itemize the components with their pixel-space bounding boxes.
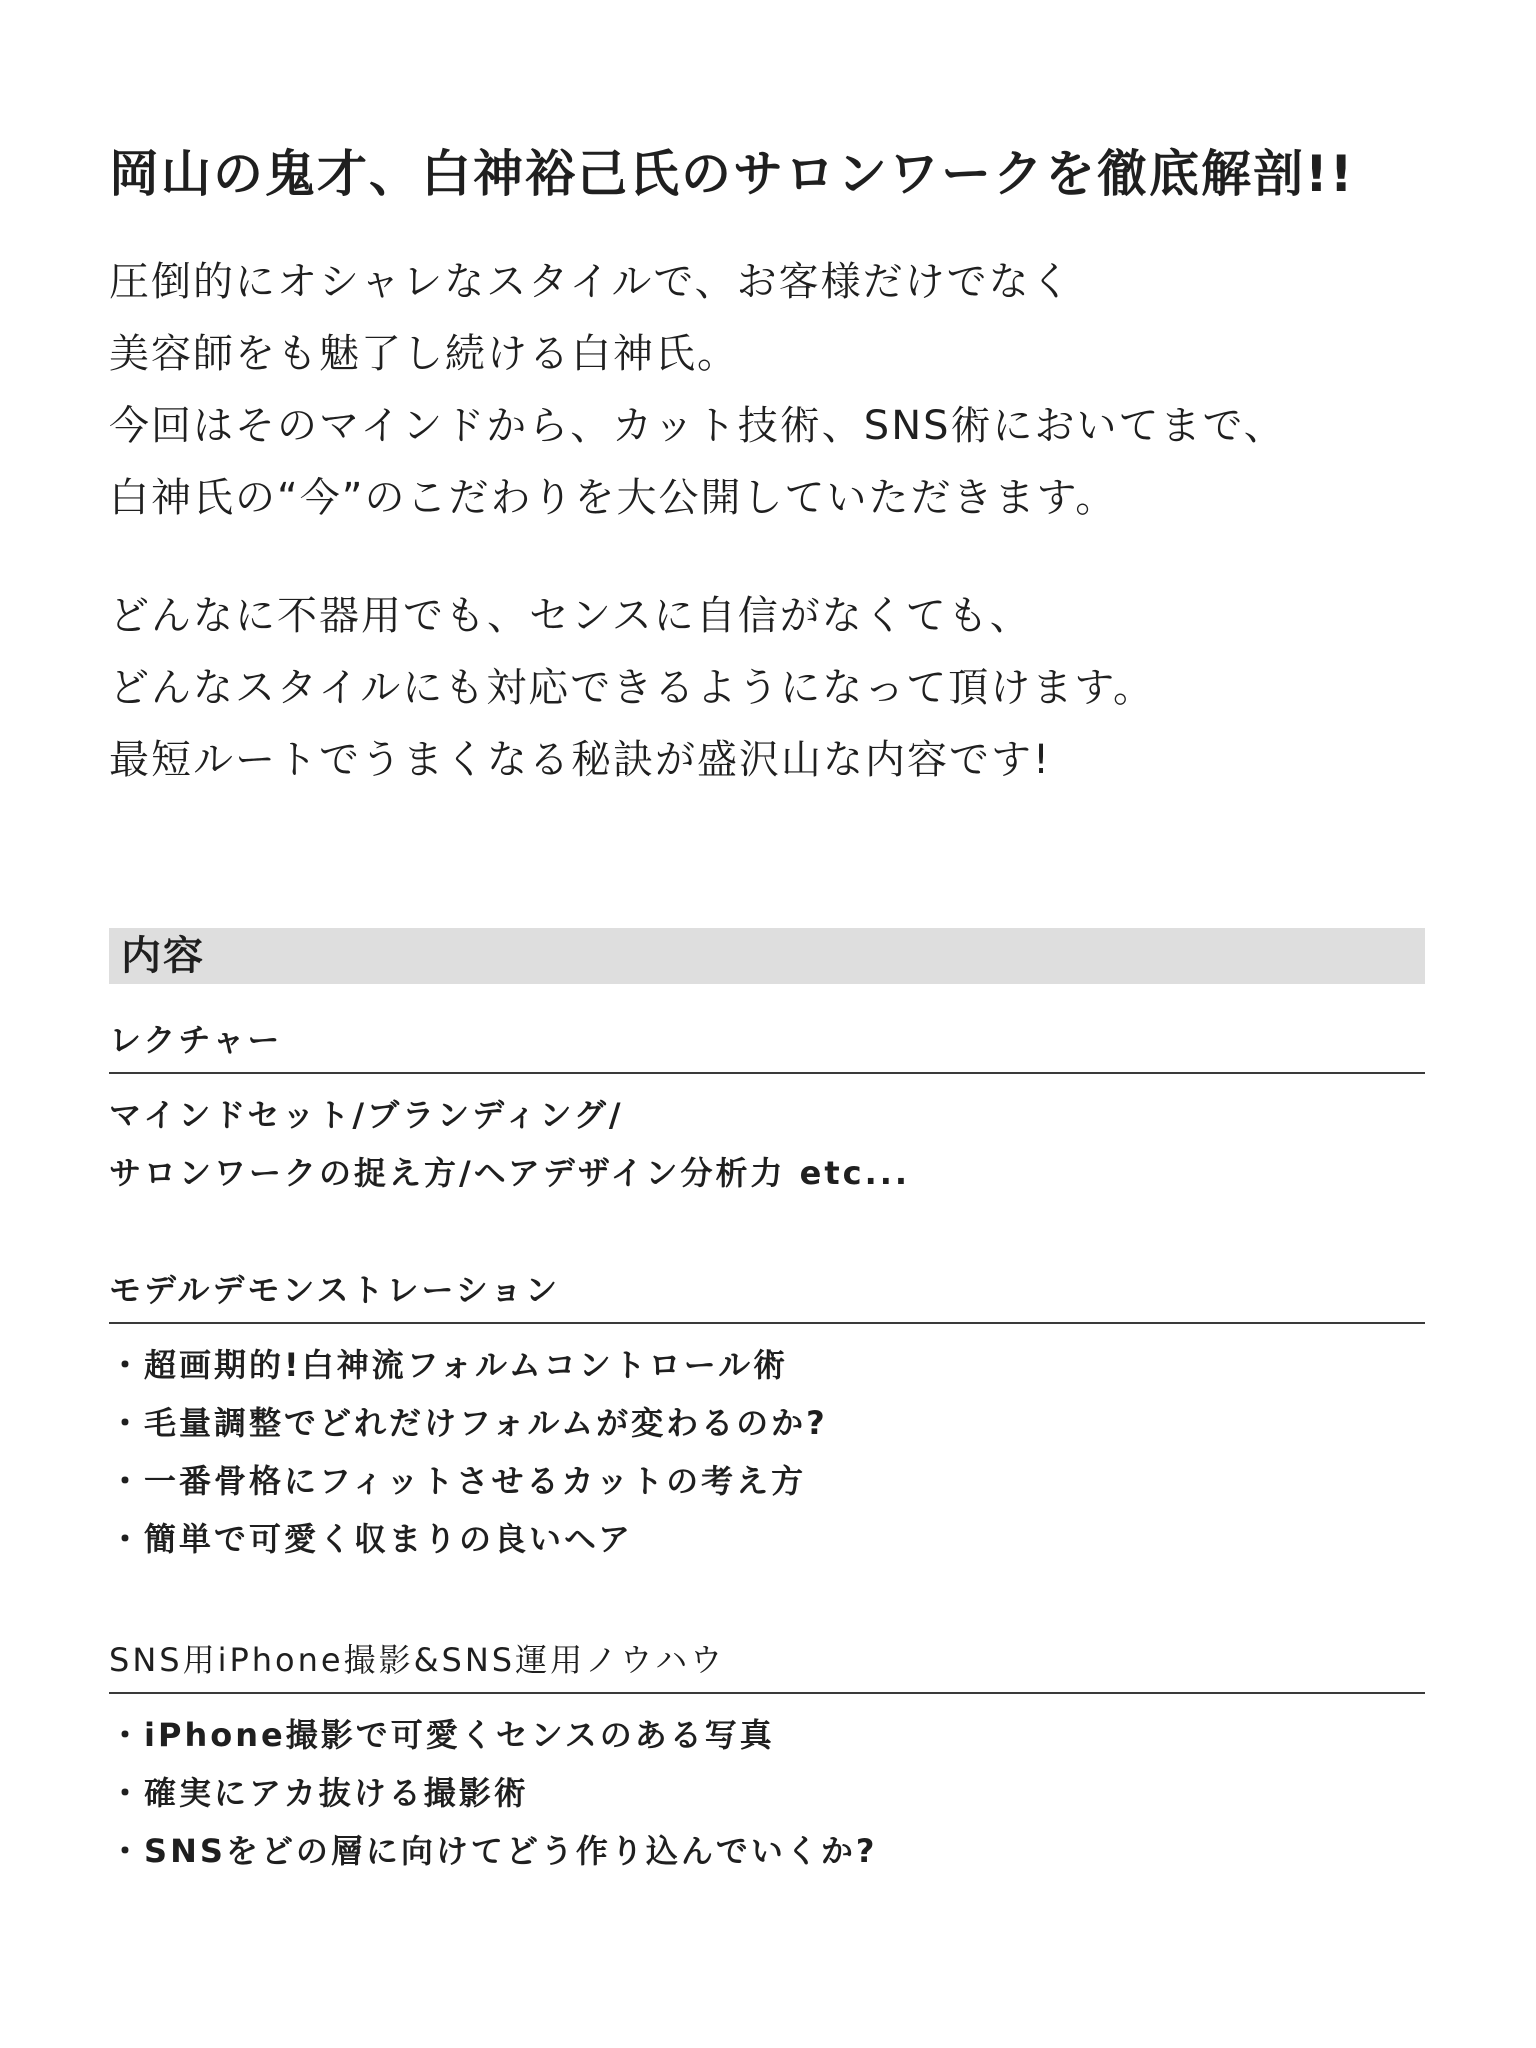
demo-list xyxy=(109,1336,1425,1568)
intro-paragraph-1 xyxy=(109,246,1425,534)
section-sns xyxy=(109,1638,1425,1880)
section-title-sns: SNS用iPhone撮影&SNS運用ノウハウ xyxy=(109,1641,726,1679)
intro-line: 白神氏の“今”のこだわりを大公開していただきます。 xyxy=(109,475,1118,521)
intro-line: 最短ルートでうまくなる秘訣が盛沢山な内容です! xyxy=(109,737,1052,783)
section-lecture xyxy=(109,1018,1425,1202)
sns-list xyxy=(109,1706,1425,1880)
intro-line: 美容師をも魅了し続ける白神氏。 xyxy=(109,331,739,377)
list-item: ・ iPhone撮影で可愛くセンスのある写真 xyxy=(109,1706,1425,1764)
section-divider xyxy=(109,1322,1425,1324)
section-divider xyxy=(109,1072,1425,1074)
intro-paragraph-2 xyxy=(109,580,1425,796)
section-divider xyxy=(109,1692,1425,1694)
list-item: ・ 一番骨格にフィットさせるカットの考え方 xyxy=(109,1452,1425,1510)
section-title-lecture: レクチャー xyxy=(109,1021,283,1059)
list-item: ・ 超画期的!白神流フォルムコントロール術 xyxy=(109,1336,1425,1394)
contents-heading: 内容 xyxy=(121,933,205,979)
list-item: ・ 毛量調整でどれだけフォルムが変わるのか? xyxy=(109,1394,1425,1452)
lecture-topic-line: サロンワークの捉え方/ヘアデザイン分析力 etc... xyxy=(109,1154,911,1192)
intro-line: 今回はそのマインドから、カット技術、SNS術においてまで、 xyxy=(109,403,1286,449)
headline: 岡山の鬼才、白神裕己氏のサロンワークを徹底解剖!! xyxy=(109,145,1355,203)
list-item: ・ 確実にアカ抜ける撮影術 xyxy=(109,1764,1425,1822)
contents-heading-bar xyxy=(109,928,1425,984)
intro-line: 圧倒的にオシャレなスタイルで、お客様だけでなく xyxy=(109,259,1073,305)
lecture-topics xyxy=(109,1086,1425,1202)
intro-line: どんなに不器用でも、センスに自信がなくても、 xyxy=(109,593,1032,639)
list-item: ・ 簡単で可愛く収まりの良いヘア xyxy=(109,1510,1425,1568)
list-item: ・ SNSをどの層に向けてどう作り込んでいくか? xyxy=(109,1822,1425,1880)
lecture-topic-line: マインドセット/ブランディング/ xyxy=(109,1096,624,1134)
intro-line: どんなスタイルにも対応できるようになって頂けます。 xyxy=(109,665,1155,711)
section-demo xyxy=(109,1268,1425,1568)
section-title-demo: モデルデモンストレーション xyxy=(109,1271,561,1309)
